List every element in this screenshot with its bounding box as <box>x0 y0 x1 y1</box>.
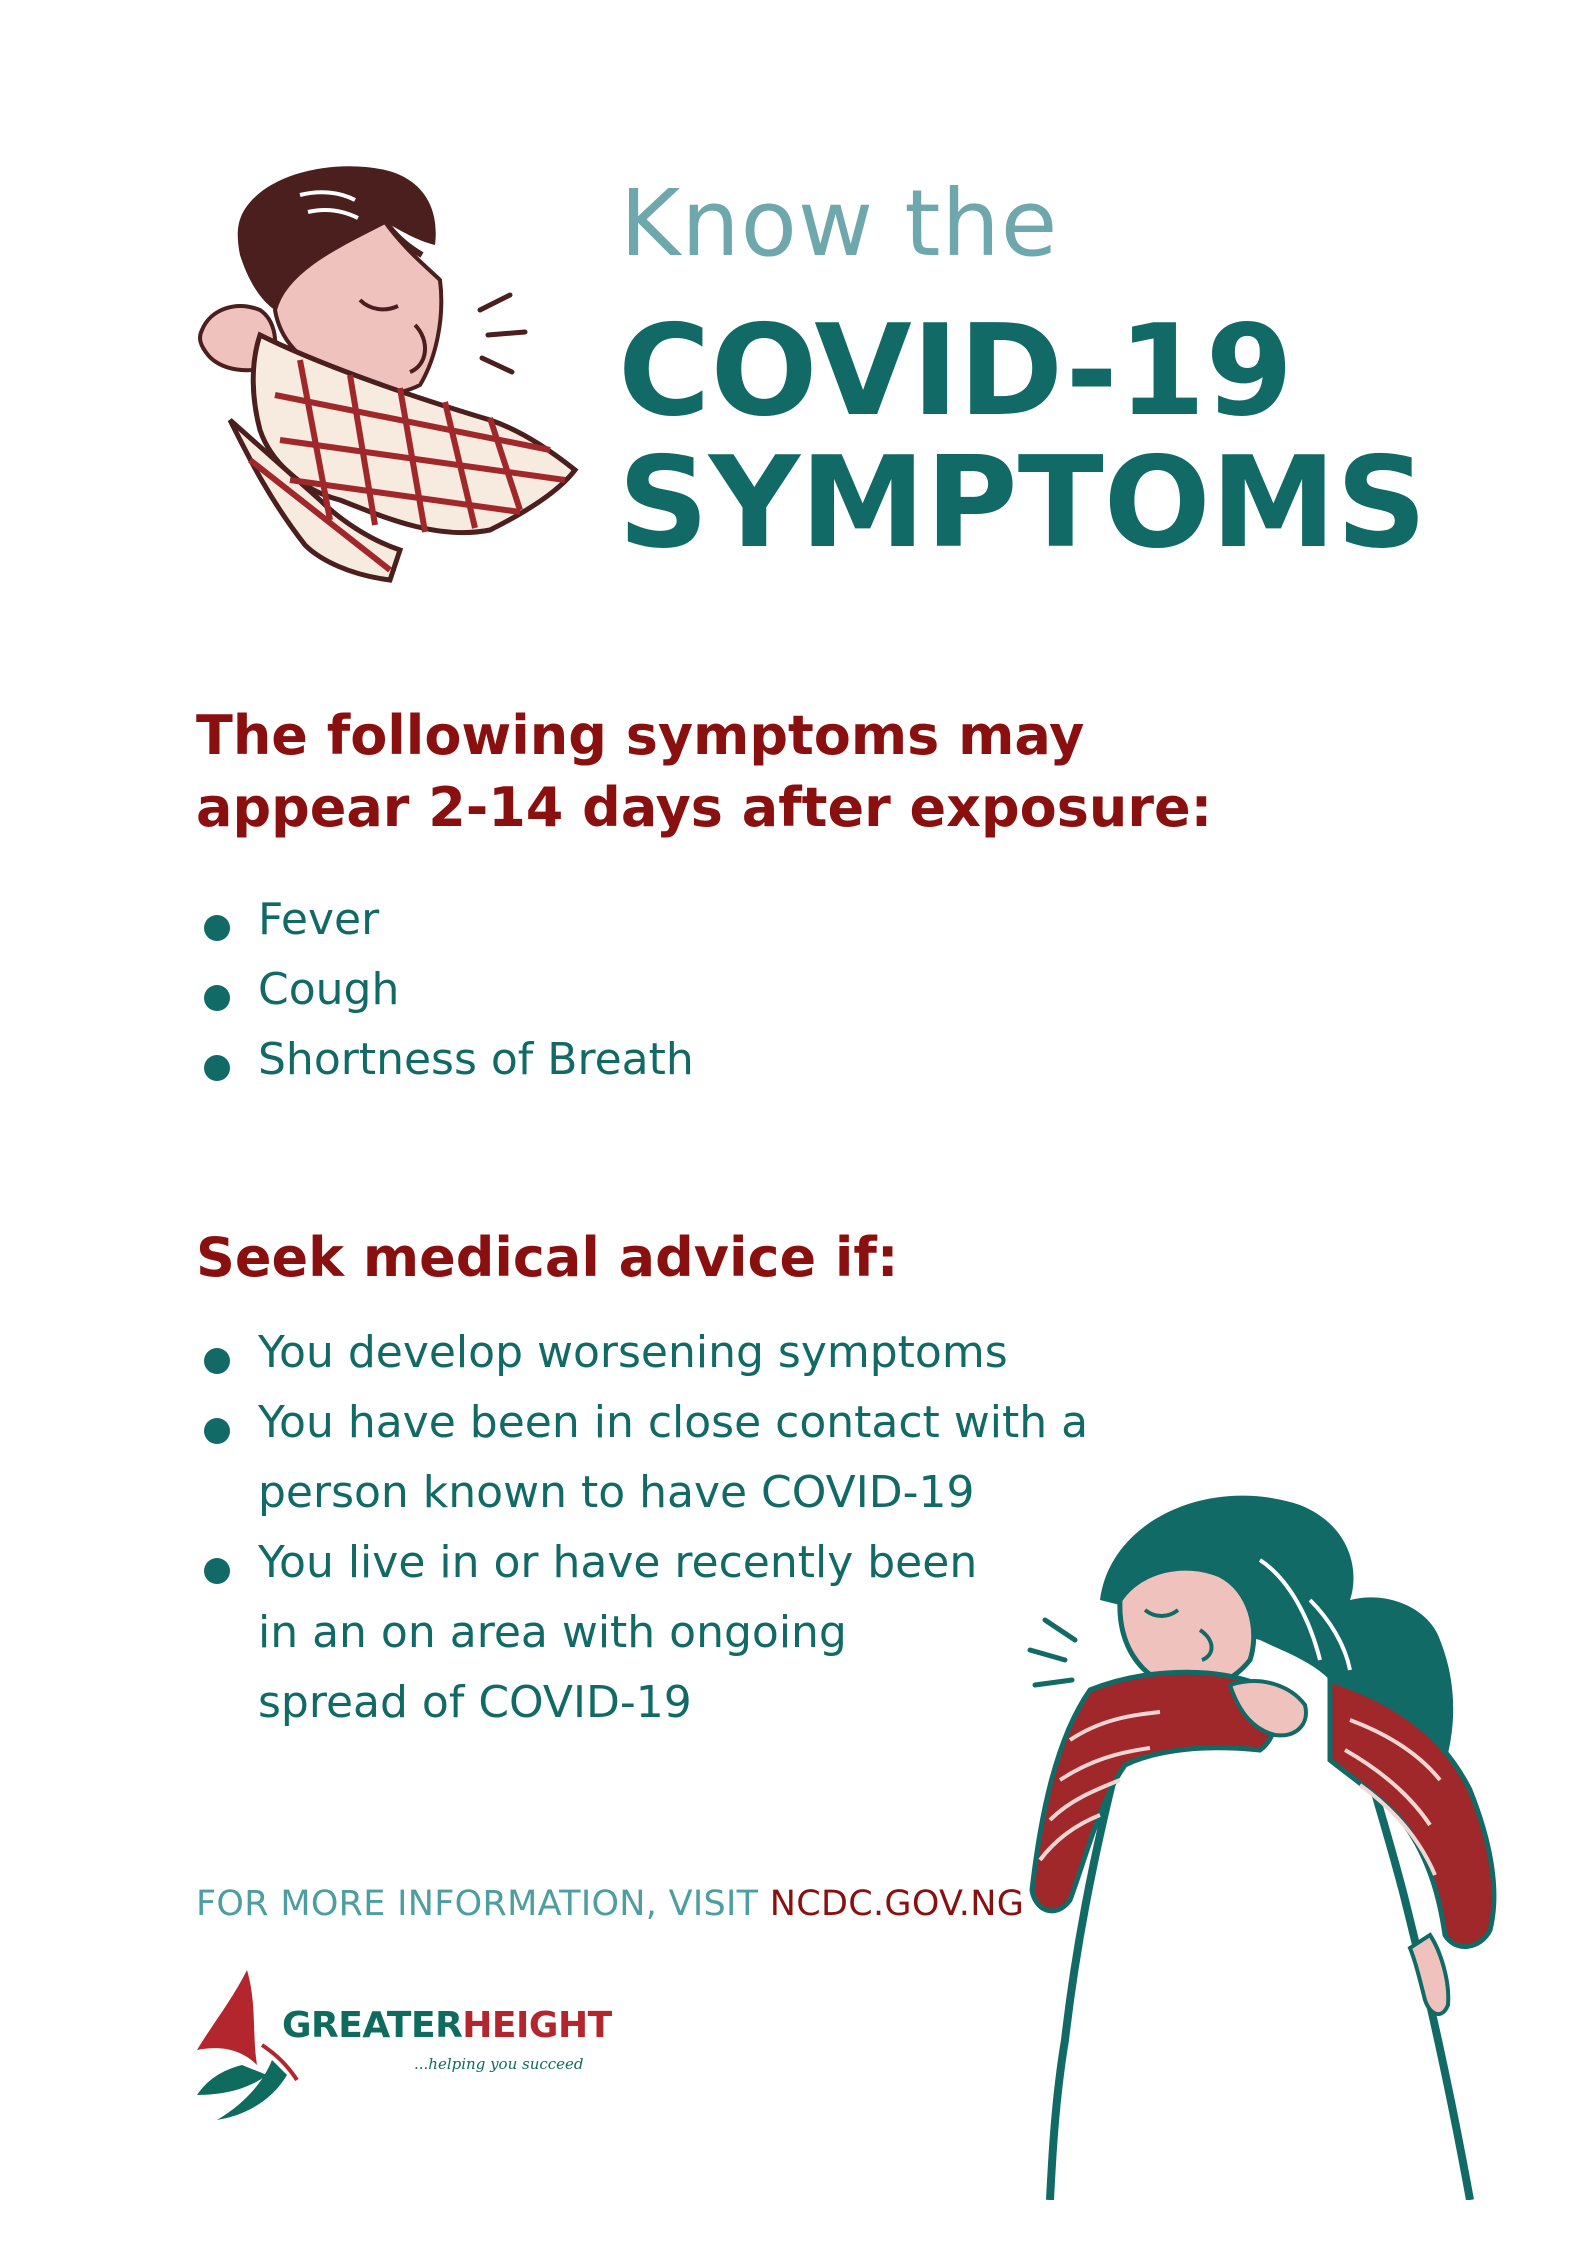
advice-heading: Seek medical advice if: <box>196 1226 899 1289</box>
list-item <box>204 1318 1088 1388</box>
symptoms-heading-line-1: The following symptoms may <box>196 704 1085 767</box>
symptom-shortness-of-breath: Shortness of Breath <box>258 1034 694 1085</box>
symptoms-heading-line-2: appear 2-14 days after exposure: <box>196 776 1213 839</box>
advice-item-text: You have been in close contact with a <box>258 1397 1089 1448</box>
man-sneezing-into-elbow-icon <box>190 160 590 590</box>
logo-word-greater: GREATER <box>282 2005 463 2046</box>
advice-item-text: You live in or have recently been <box>258 1537 978 1588</box>
logo-word-height: HEIGHT <box>462 2005 612 2046</box>
bullet-icon <box>204 1348 230 1374</box>
footer-prefix: FOR MORE INFORMATION, VISIT <box>196 1884 759 1924</box>
footer-info <box>196 1884 1024 1924</box>
title-line-2: SYMPTOMS <box>618 429 1427 576</box>
bullet-icon <box>204 915 230 941</box>
bullet-icon <box>204 985 230 1011</box>
list-item <box>204 1528 1088 1738</box>
logo-tagline: ...helping you succeed <box>414 2055 584 2073</box>
list-item <box>204 1025 694 1095</box>
advice-list <box>204 1318 1088 1738</box>
page-title <box>618 297 1427 576</box>
greaterheight-logo <box>192 1965 612 2125</box>
advice-item-text: person known to have COVID-19 <box>258 1467 975 1518</box>
advice-item-text: in an on area with ongoing <box>258 1607 847 1658</box>
kicker-text: Know the <box>620 170 1059 277</box>
symptoms-list <box>204 885 694 1095</box>
woman-coughing-into-elbow-icon <box>1010 1480 1510 2200</box>
ncdc-link[interactable]: NCDC.GOV.NG <box>769 1884 1025 1924</box>
bullet-icon <box>204 1418 230 1444</box>
bullet-icon <box>204 1558 230 1584</box>
symptom-cough: Cough <box>258 964 400 1015</box>
list-item <box>204 1388 1088 1528</box>
advice-item-text: spread of COVID-19 <box>258 1677 692 1728</box>
bullet-icon <box>204 1055 230 1081</box>
advice-item-text: You develop worsening symptoms <box>258 1327 1008 1378</box>
list-item <box>204 885 694 955</box>
list-item <box>204 955 694 1025</box>
symptom-fever: Fever <box>258 894 380 945</box>
title-line-1: COVID-19 <box>618 297 1294 444</box>
logo-wordmark <box>282 2005 612 2046</box>
symptoms-heading <box>196 700 1212 844</box>
